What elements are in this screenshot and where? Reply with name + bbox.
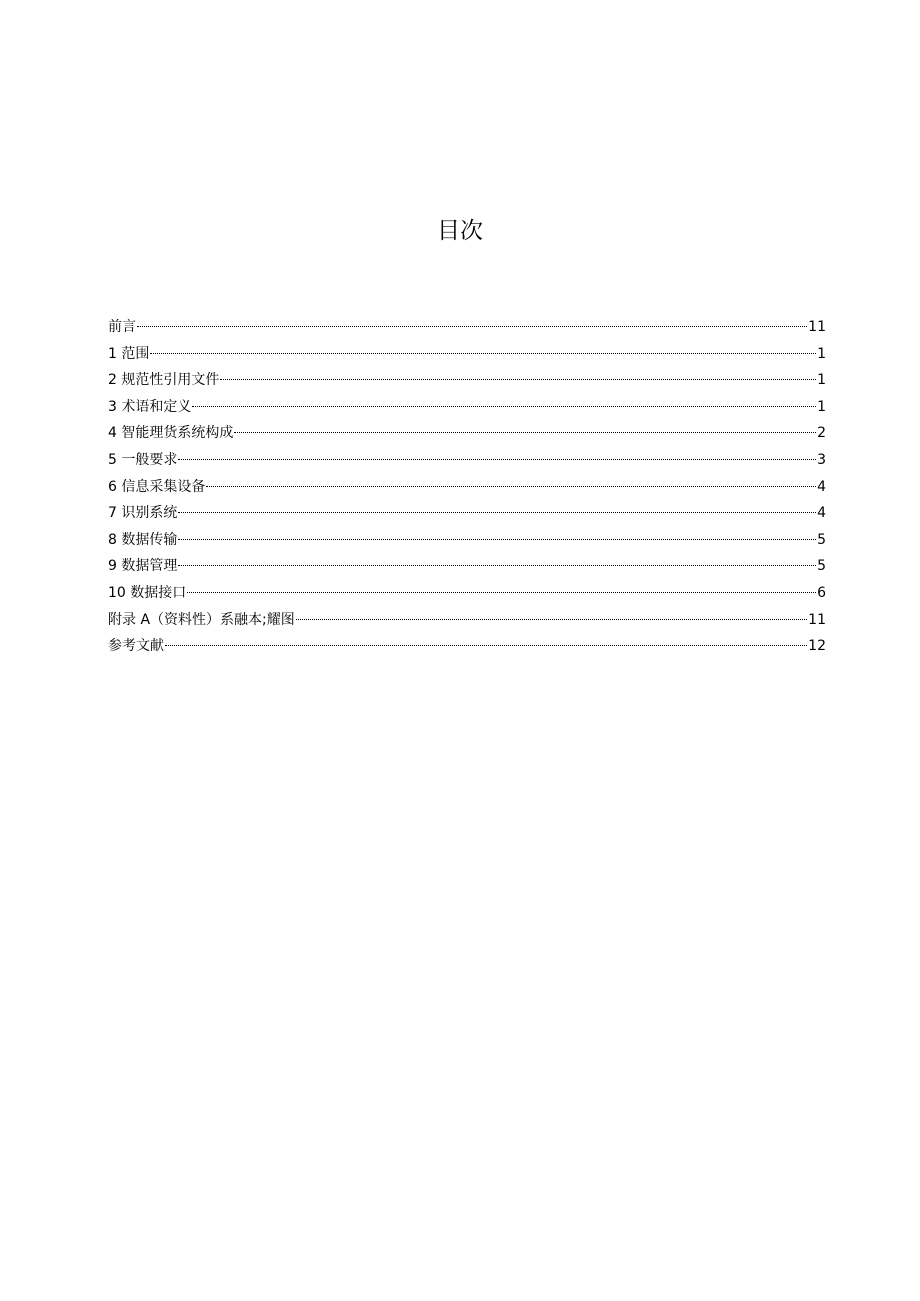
toc-entry-label: 6 信息采集设备 (108, 478, 206, 495)
toc-entry-label: 9 数据管理 (108, 558, 178, 575)
toc-entry-page: 2 (817, 425, 826, 442)
toc-entry-label: 参考文献 (108, 638, 164, 655)
toc-dot-leader (178, 511, 816, 513)
toc-dot-leader (137, 325, 807, 327)
toc-entry-bibliography[interactable] (108, 633, 826, 660)
toc-entry-label: 1 范围 (108, 345, 150, 362)
toc-entry-page: 5 (817, 558, 826, 575)
toc-entry-label: 4 智能理货系统构成 (108, 425, 234, 442)
toc-dot-leader (178, 564, 816, 566)
toc-entry-system-composition[interactable] (108, 420, 826, 447)
toc-entry-recognition-system[interactable] (108, 500, 826, 527)
toc-entry-page: 1 (817, 372, 826, 389)
toc-entry-page: 11 (808, 319, 826, 335)
table-of-contents (108, 314, 826, 660)
toc-entry-page: 4 (817, 478, 826, 495)
toc-dot-leader (150, 352, 816, 354)
toc-entry-label: 5 一般要求 (108, 451, 178, 468)
toc-entry-normative-references[interactable] (108, 367, 826, 394)
toc-dot-leader (165, 644, 807, 646)
toc-entry-scope[interactable] (108, 341, 826, 368)
toc-entry-label: 10 数据接口 (108, 584, 187, 601)
toc-dot-leader (234, 431, 816, 433)
toc-entry-data-management[interactable] (108, 553, 826, 580)
toc-entry-label: 前言 (108, 319, 136, 335)
toc-dot-leader (187, 591, 816, 593)
toc-entry-page: 12 (808, 638, 826, 655)
toc-entry-label: 2 规范性引用文件 (108, 372, 220, 389)
toc-entry-label: 附录 A（资料性）系融本;耀图 (108, 611, 295, 628)
toc-entry-appendix-a[interactable] (108, 607, 826, 634)
page-title: 目次 (437, 218, 483, 244)
toc-dot-leader (220, 378, 816, 380)
toc-entry-collection-equipment[interactable] (108, 474, 826, 501)
toc-entry-page: 11 (808, 611, 826, 628)
toc-entry-page: 3 (817, 451, 826, 468)
toc-entry-page: 1 (817, 345, 826, 362)
toc-dot-leader (178, 538, 816, 540)
toc-entry-page: 4 (817, 505, 826, 522)
toc-entry-label: 7 识别系统 (108, 505, 178, 522)
toc-entry-terms-definitions[interactable] (108, 394, 826, 421)
toc-dot-leader (178, 458, 816, 460)
toc-entry-label: 8 数据传输 (108, 531, 178, 548)
toc-entry-general-requirements[interactable] (108, 447, 826, 474)
toc-dot-leader (296, 618, 807, 620)
toc-dot-leader (192, 405, 816, 407)
toc-entry-page: 6 (817, 584, 826, 601)
toc-entry-label: 3 术语和定义 (108, 398, 192, 415)
toc-entry-foreword[interactable] (108, 314, 826, 341)
toc-entry-data-interface[interactable] (108, 580, 826, 607)
toc-entry-page: 5 (817, 531, 826, 548)
toc-entry-page: 1 (817, 398, 826, 415)
toc-dot-leader (206, 485, 816, 487)
toc-entry-data-transmission[interactable] (108, 527, 826, 554)
